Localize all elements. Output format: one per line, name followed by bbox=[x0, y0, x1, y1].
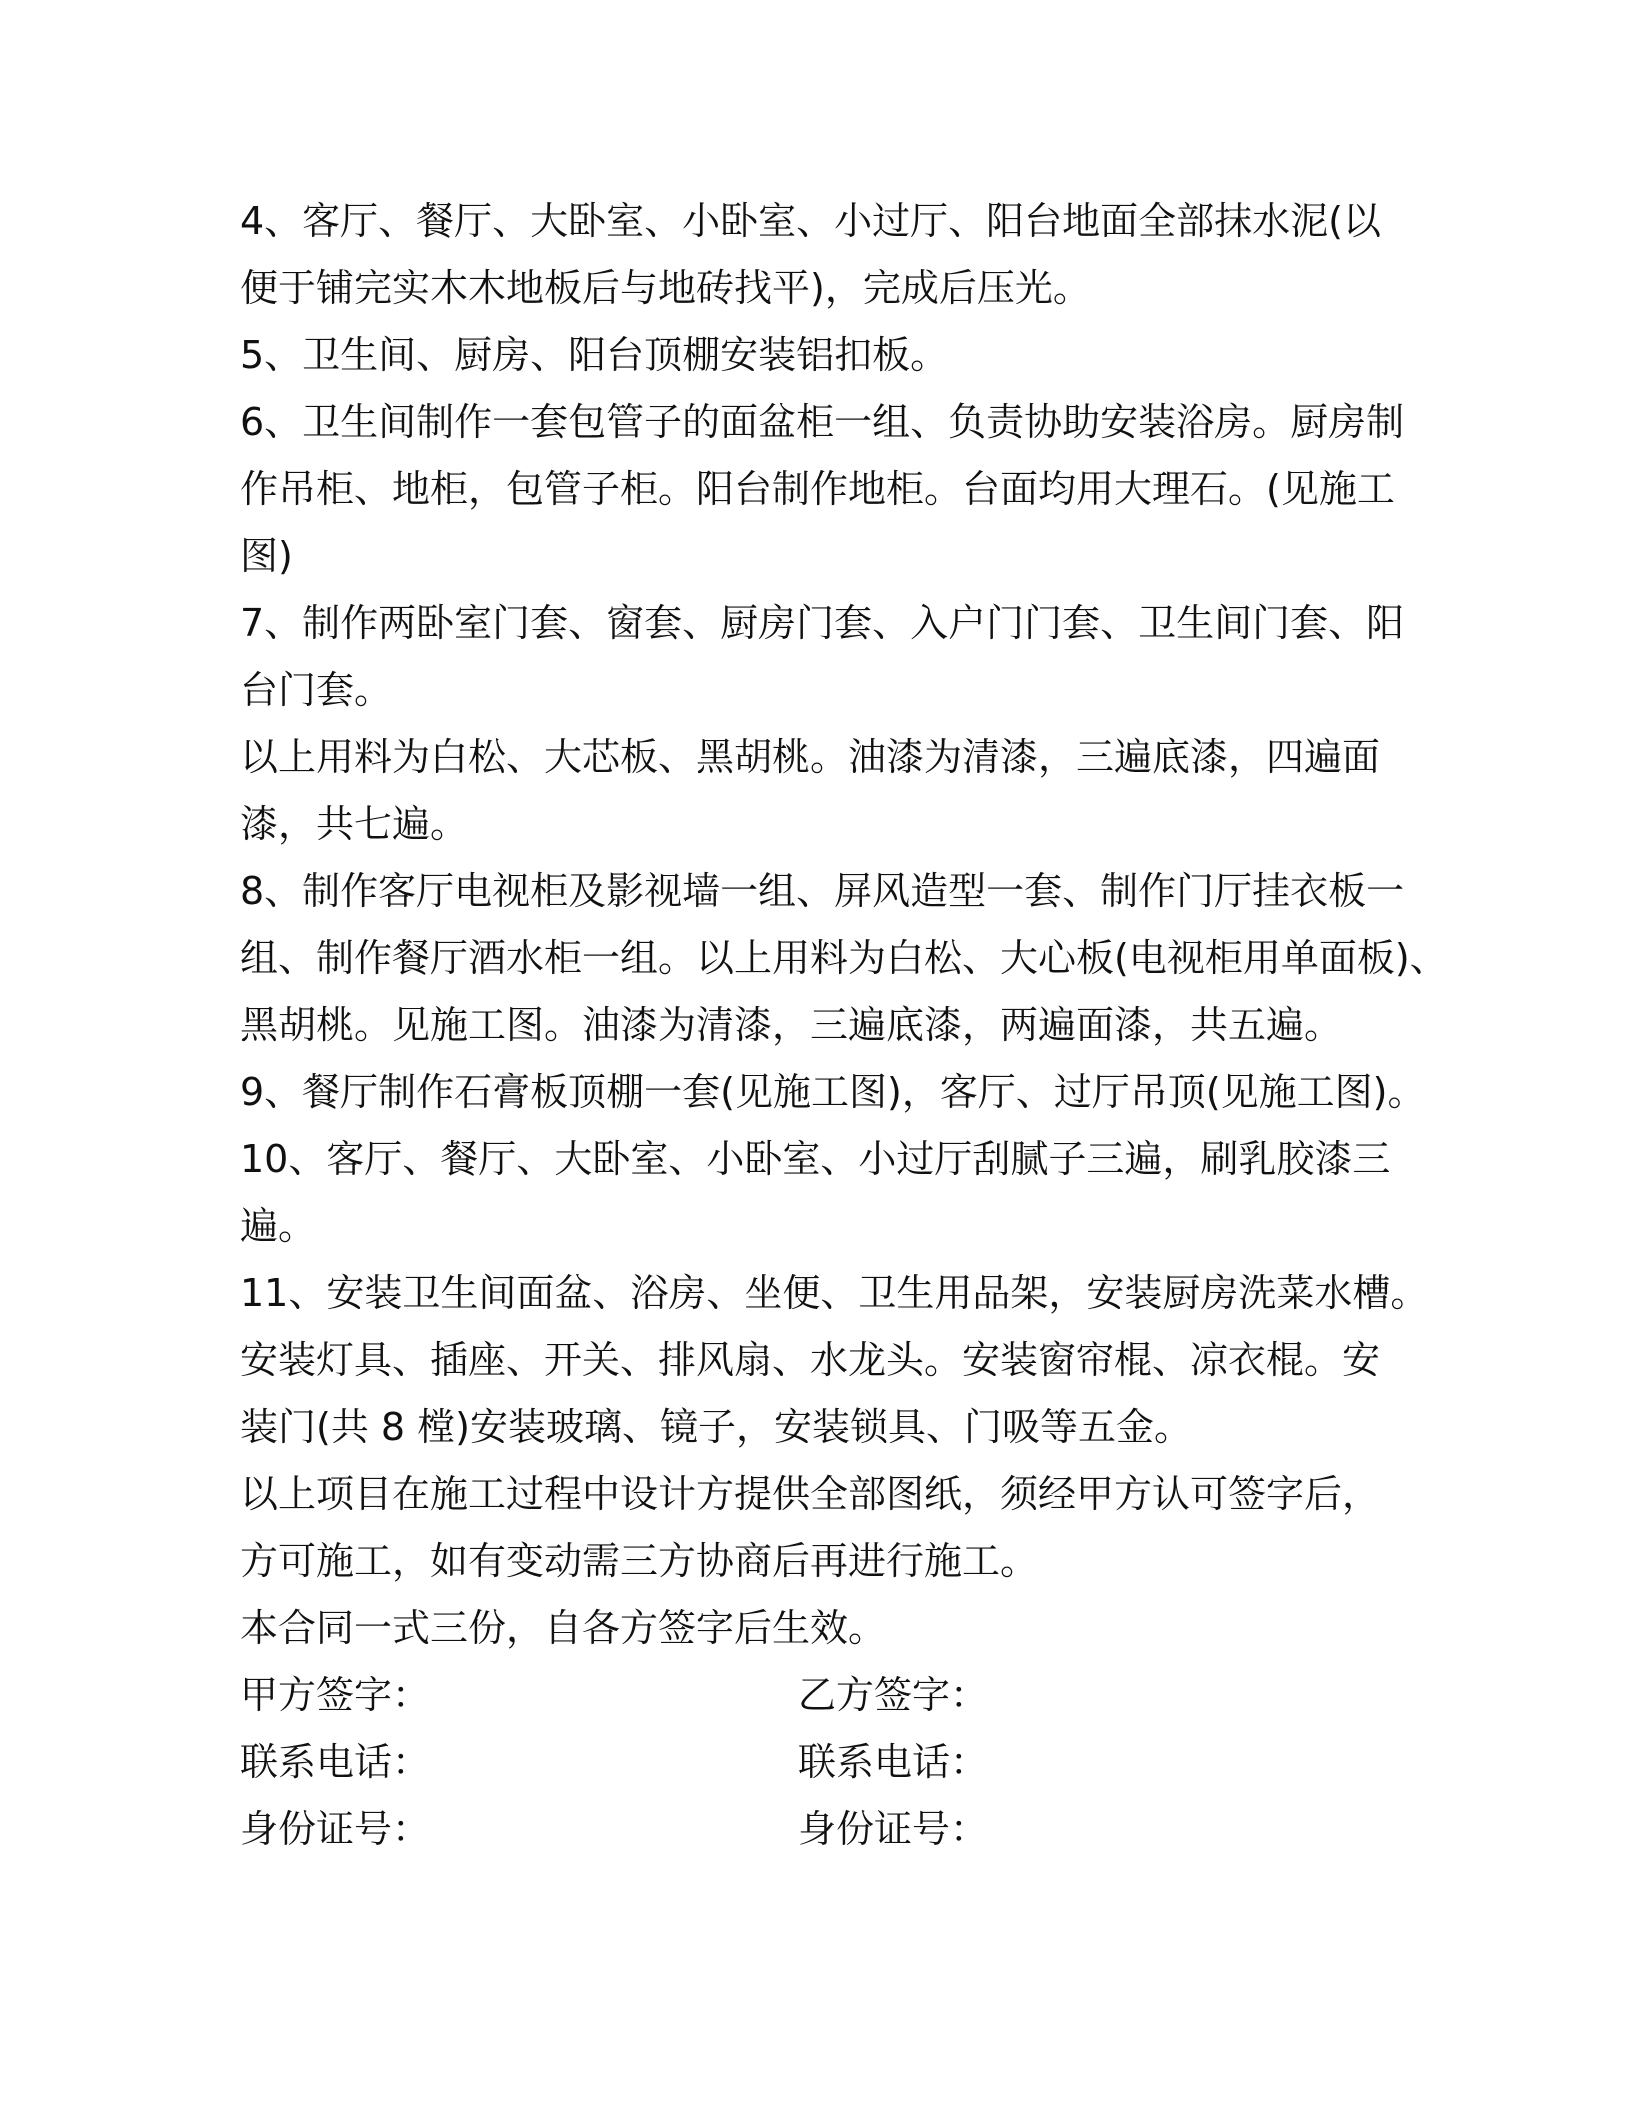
text-line: 本合同一式三份，自各方签字后生效。 bbox=[240, 1606, 887, 1650]
document-body bbox=[240, 188, 1448, 1863]
text-line: 漆，共七遍。 bbox=[240, 802, 469, 846]
text-line: 台门套。 bbox=[240, 668, 393, 712]
text-line: 安装灯具、插座、开关、排风扇、水龙头。安装窗帘棍、凉衣棍。安 bbox=[240, 1338, 1381, 1382]
party-a-phone-label: 联系电话： bbox=[240, 1740, 431, 1784]
text-line: 11、安装卫生间面盆、浴房、坐便、卫生用品架，安装厨房洗菜水槽。 bbox=[240, 1271, 1429, 1315]
party-a-signature-label: 甲方签字： bbox=[240, 1673, 431, 1717]
text-line: 7、制作两卧室门套、窗套、厨房门套、入户门门套、卫生间门套、阳 bbox=[240, 601, 1405, 645]
text-line: 方可施工，如有变动需三方协商后再进行施工。 bbox=[240, 1539, 1039, 1583]
signature-row bbox=[240, 1662, 1420, 1729]
party-b-signature-label: 乙方签字： bbox=[798, 1673, 989, 1717]
phone-row bbox=[240, 1729, 1420, 1796]
text-line: 以上项目在施工过程中设计方提供全部图纸，须经甲方认可签字后， bbox=[240, 1472, 1381, 1516]
text-line: 作吊柜、地柜，包管子柜。阳台制作地柜。台面均用大理石。(见施工 bbox=[240, 467, 1395, 511]
text-line: 装门(共 8 樘)安装玻璃、镜子，安装锁具、门吸等五金。 bbox=[240, 1405, 1192, 1449]
text-line: 便于铺完实木木地板后与地砖找平)，完成后压光。 bbox=[240, 266, 1091, 310]
text-line: 4、客厅、餐厅、大卧室、小卧室、小过厅、阳台地面全部抹水泥(以 bbox=[240, 199, 1382, 243]
text-line: 5、卫生间、厨房、阳台顶棚安装铝扣板。 bbox=[240, 333, 949, 377]
text-line: 8、制作客厅电视柜及影视墙一组、屏风造型一套、制作门厅挂衣板一 bbox=[240, 869, 1405, 913]
party-b-id-label: 身份证号： bbox=[798, 1807, 989, 1851]
text-line: 黑胡桃。见施工图。油漆为清漆，三遍底漆，两遍面漆，共五遍。 bbox=[240, 1003, 1343, 1047]
text-line: 以上用料为白松、大芯板、黑胡桃。油漆为清漆，三遍底漆，四遍面 bbox=[240, 735, 1381, 779]
text-line: 图) bbox=[240, 534, 293, 578]
id-number-row bbox=[240, 1796, 1420, 1863]
party-b-phone-label: 联系电话： bbox=[798, 1740, 989, 1784]
text-line: 组、制作餐厅酒水柜一组。以上用料为白松、大心板(电视柜用单面板)、 bbox=[240, 936, 1448, 980]
text-line: 10、客厅、餐厅、大卧室、小卧室、小过厅刮腻子三遍，刷乳胶漆三 bbox=[240, 1137, 1391, 1181]
text-line: 6、卫生间制作一套包管子的面盆柜一组、负责协助安装浴房。厨房制 bbox=[240, 400, 1405, 444]
text-line: 9、餐厅制作石膏板顶棚一套(见施工图)，客厅、过厅吊顶(见施工图)。 bbox=[240, 1070, 1426, 1114]
text-line: 遍。 bbox=[240, 1204, 317, 1248]
party-a-id-label: 身份证号： bbox=[240, 1807, 431, 1851]
